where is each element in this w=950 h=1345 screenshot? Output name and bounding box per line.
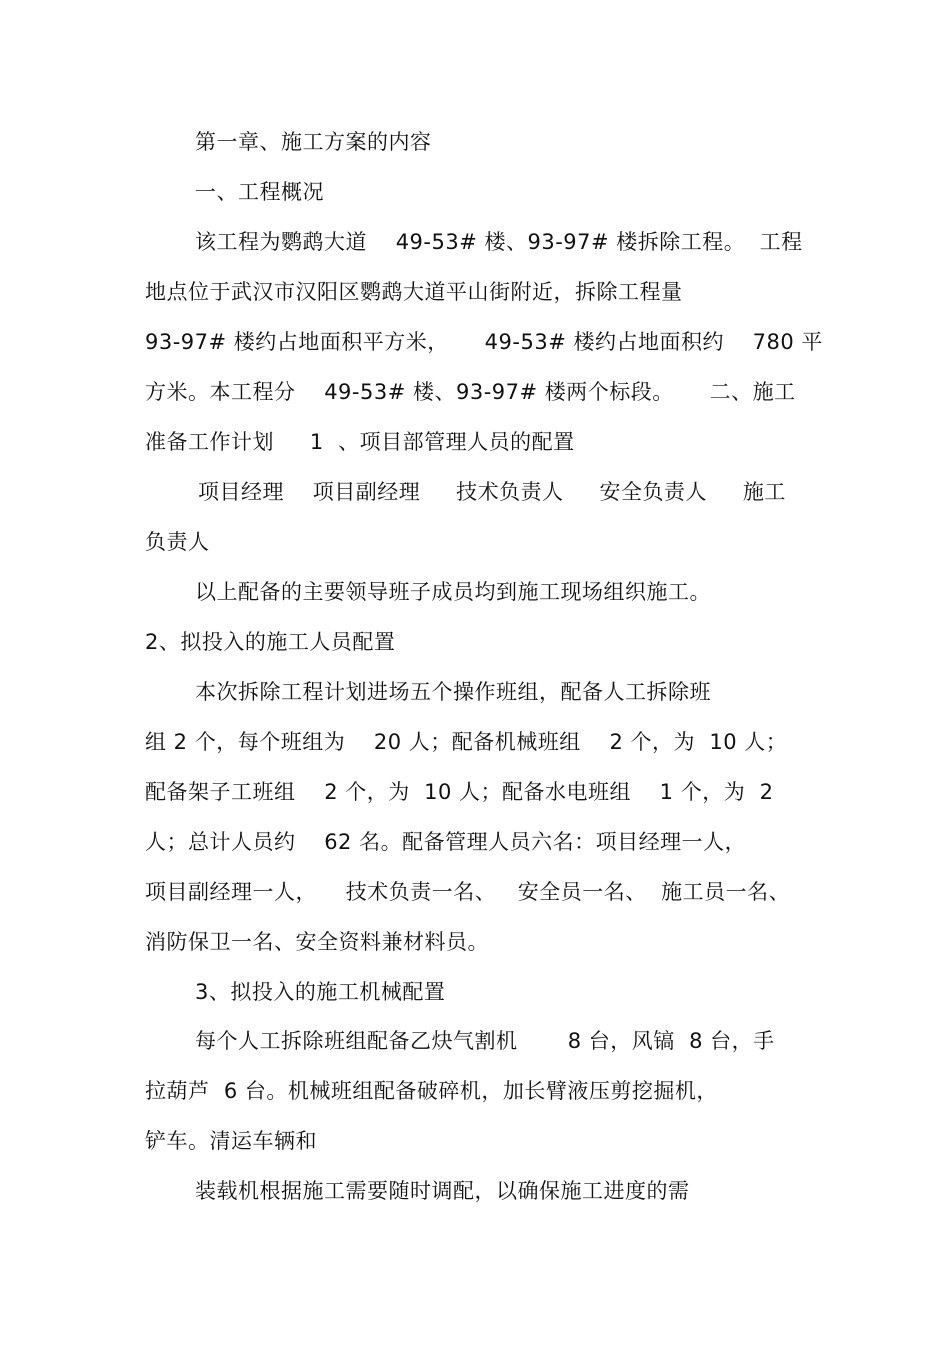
paragraph-line: 拉葫芦 6 台。机械班组配备破碎机，加长臂液压剪挖掘机， — [145, 1079, 718, 1103]
section-heading: 一、工程概况 — [195, 180, 324, 204]
paragraph-line: 配备架子工班组 2 个，为 10 人；配备水电班组 1 个，为 2 — [145, 780, 774, 804]
paragraph-line: 准备工作计划 1 、项目部管理人员的配置 — [145, 430, 575, 454]
paragraph-line: 项目副经理一人， 技术负责一名、 安全员一名、 施工员一名、 — [145, 880, 791, 904]
paragraph-line: 93-97# 楼约占地面积平方米， 49-53# 楼约占地面积约 780 平 — [145, 330, 823, 354]
paragraph-line: 装载机根据施工需要随时调配，以确保施工进度的需 — [195, 1179, 690, 1203]
chapter-heading: 第一章、施工方案的内容 — [195, 130, 432, 154]
paragraph-line: 消防保卫一名、安全资料兼材料员。 — [145, 930, 489, 954]
paragraph-line: 本次拆除工程计划进场五个操作班组，配备人工拆除班 — [195, 680, 711, 704]
paragraph-line: 每个人工拆除班组配备乙炔气割机 8 台，风镐 8 台，手 — [195, 1029, 775, 1053]
paragraph-line: 以上配备的主要领导班子成员均到施工现场组织施工。 — [195, 580, 711, 604]
section-heading: 3、拟投入的施工机械配置 — [195, 980, 446, 1004]
paragraph-line: 地点位于武汉市汉阳区鹦鹉大道平山街附近，拆除工程量 — [145, 280, 683, 304]
paragraph-line: 项目经理 项目副经理 技术负责人 安全负责人 施工 — [198, 480, 786, 504]
paragraph-line: 人；总计人员约 62 名。配备管理人员六名：项目经理一人， — [145, 830, 747, 854]
paragraph-line: 组 2 个，每个班组为 20 人；配备机械班组 2 个，为 10 人； — [145, 730, 788, 754]
section-heading: 2、拟投入的施工人员配置 — [145, 630, 396, 654]
paragraph-line: 负责人 — [145, 530, 210, 554]
paragraph-line: 该工程为鹦鹉大道 49-53# 楼、93-97# 楼拆除工程。 工程 — [195, 230, 803, 254]
paragraph-line: 铲车。清运车辆和 — [145, 1129, 317, 1153]
paragraph-line: 方米。本工程分 49-53# 楼、93-97# 楼两个标段。 二、施工 — [145, 380, 796, 404]
